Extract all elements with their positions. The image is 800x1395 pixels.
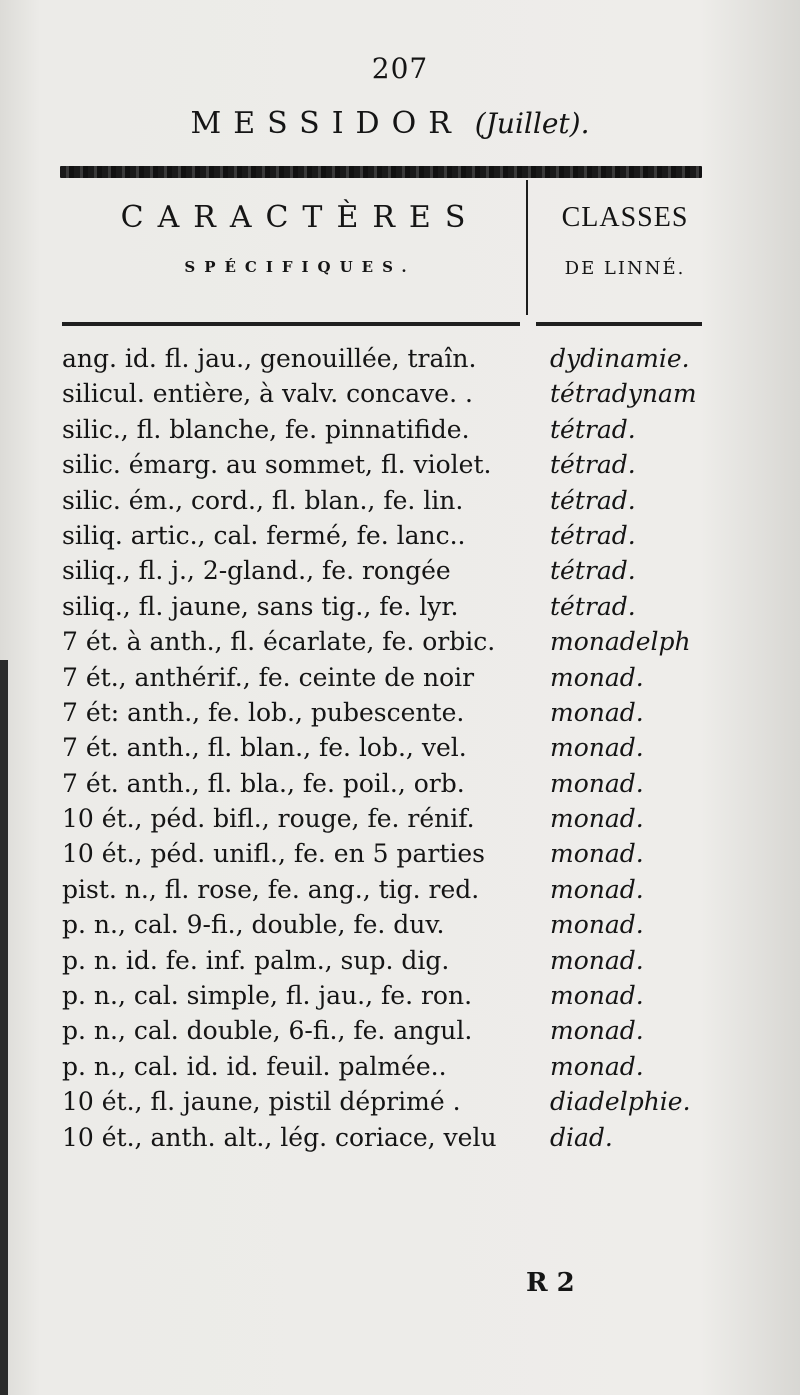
linnaean-class: monadelph (550, 627, 691, 657)
header-rule (60, 166, 702, 178)
heading-rule-right (536, 322, 702, 326)
species-characters: p. n., cal. simple, fl. jau., fe. ron. (62, 981, 473, 1011)
species-characters: 10 ét., péd. bifl., rouge, fe. rénif. (62, 804, 475, 834)
page-edge-shadow (0, 660, 8, 1395)
linnaean-class: monad. (550, 945, 644, 975)
table-row (62, 696, 752, 731)
species-characters: silic. émarg. au sommet, fl. violet. (62, 450, 492, 480)
linnaean-class: tétrad. (550, 414, 636, 444)
table-row (62, 944, 752, 979)
species-characters: p. n. id. fe. inf. palm., sup. dig. (62, 945, 450, 975)
month-gregorian: (Juillet). (474, 107, 590, 140)
table-row (62, 661, 752, 696)
species-characters: p. n., cal. double, 6-fi., fe. angul. (62, 1016, 473, 1046)
column-heading-classes: CLASSES (561, 202, 689, 233)
linnaean-class: dydinamie. (550, 344, 690, 373)
table-row (62, 837, 752, 872)
table-row (62, 377, 752, 412)
column-subheading-linne: DE LINNÉ. (564, 258, 686, 279)
column-divider (526, 180, 528, 315)
running-head (0, 106, 780, 141)
table-body (62, 342, 752, 1156)
linnaean-class: tétrad. (550, 485, 636, 515)
table-row (62, 1050, 752, 1085)
linnaean-class: monad. (550, 804, 644, 834)
table-row (62, 625, 752, 660)
linnaean-class: monad. (550, 768, 644, 798)
species-characters: siliq., fl. jaune, sans tig., fe. lyr. (62, 591, 459, 621)
table-row (62, 413, 752, 448)
table-row (62, 1014, 752, 1049)
linnaean-class: diad. (550, 1122, 613, 1152)
linnaean-class: monad. (550, 910, 644, 940)
linnaean-class: monad. (550, 733, 644, 763)
linnaean-class: monad. (550, 1016, 644, 1046)
column-subheading-specifiques: SPÉCIFIQUES. (184, 258, 416, 276)
linnaean-class: tétrad. (550, 450, 636, 480)
table-row (62, 554, 752, 589)
species-characters: p. n., cal. id. id. feuil. palmée.. (62, 1051, 447, 1081)
linnaean-class: diadelphie. (550, 1087, 691, 1117)
table-row (62, 1085, 752, 1120)
linnaean-class: tétradynam (550, 379, 697, 409)
species-characters: siliq., fl. j., 2-gland., fe. rongée (62, 556, 451, 586)
table-row (62, 519, 752, 554)
species-characters: 7 ét. anth., fl. bla., fe. poil., orb. (62, 768, 465, 798)
page-number: 207 (371, 52, 429, 85)
species-characters: 7 ét. à anth., fl. écarlate, fe. orbic. (62, 627, 496, 657)
column-heading-caracteres: CARACTÈRES (120, 200, 480, 235)
species-characters: ang. id. fl. jau., genouillée, traîn. (62, 344, 477, 373)
month-name: MESSIDOR (190, 106, 463, 141)
table-row (62, 448, 752, 483)
linnaean-class: monad. (550, 697, 644, 727)
linnaean-class: tétrad. (550, 520, 636, 550)
species-characters: 7 ét., anthérif., fe. ceinte de noir (62, 662, 475, 692)
linnaean-class: monad. (550, 874, 644, 904)
linnaean-class: monad. (550, 662, 644, 692)
linnaean-class: monad. (550, 1051, 644, 1081)
species-characters: silic., fl. blanche, fe. pinnatifide. (62, 414, 470, 444)
table-row (62, 484, 752, 519)
species-characters: silic. ém., cord., fl. blan., fe. lin. (62, 485, 464, 515)
table-row (62, 1121, 752, 1156)
linnaean-class: monad. (550, 839, 644, 869)
linnaean-class: tétrad. (550, 591, 636, 621)
species-characters: silicul. entière, à valv. concave. . (62, 379, 473, 409)
linnaean-class: monad. (550, 981, 644, 1011)
species-characters: 7 ét. anth., fl. blan., fe. lob., vel. (62, 733, 467, 763)
table-row (62, 731, 752, 766)
signature-mark: R 2 (526, 1268, 575, 1298)
table-row (62, 590, 752, 625)
species-characters: siliq. artic., cal. fermé, fe. lanc.. (62, 520, 466, 550)
table-row (62, 908, 752, 943)
species-characters: pist. n., fl. rose, fe. ang., tig. red. (62, 874, 480, 904)
species-characters: 10 ét., péd. unifl., fe. en 5 parties (62, 839, 486, 869)
species-characters: 7 ét: anth., fe. lob., pubescente. (62, 697, 465, 727)
species-characters: 10 ét., anth. alt., lég. coriace, velu (62, 1122, 497, 1152)
species-characters: 10 ét., fl. jaune, pistil déprimé . (62, 1087, 461, 1117)
table-row (62, 873, 752, 908)
table-row (62, 767, 752, 802)
heading-rule-left (62, 322, 520, 326)
linnaean-class: tétrad. (550, 556, 636, 586)
table-row (62, 342, 752, 377)
species-characters: p. n., cal. 9-fi., double, fe. duv. (62, 910, 445, 940)
table-row (62, 979, 752, 1014)
table-row (62, 802, 752, 837)
